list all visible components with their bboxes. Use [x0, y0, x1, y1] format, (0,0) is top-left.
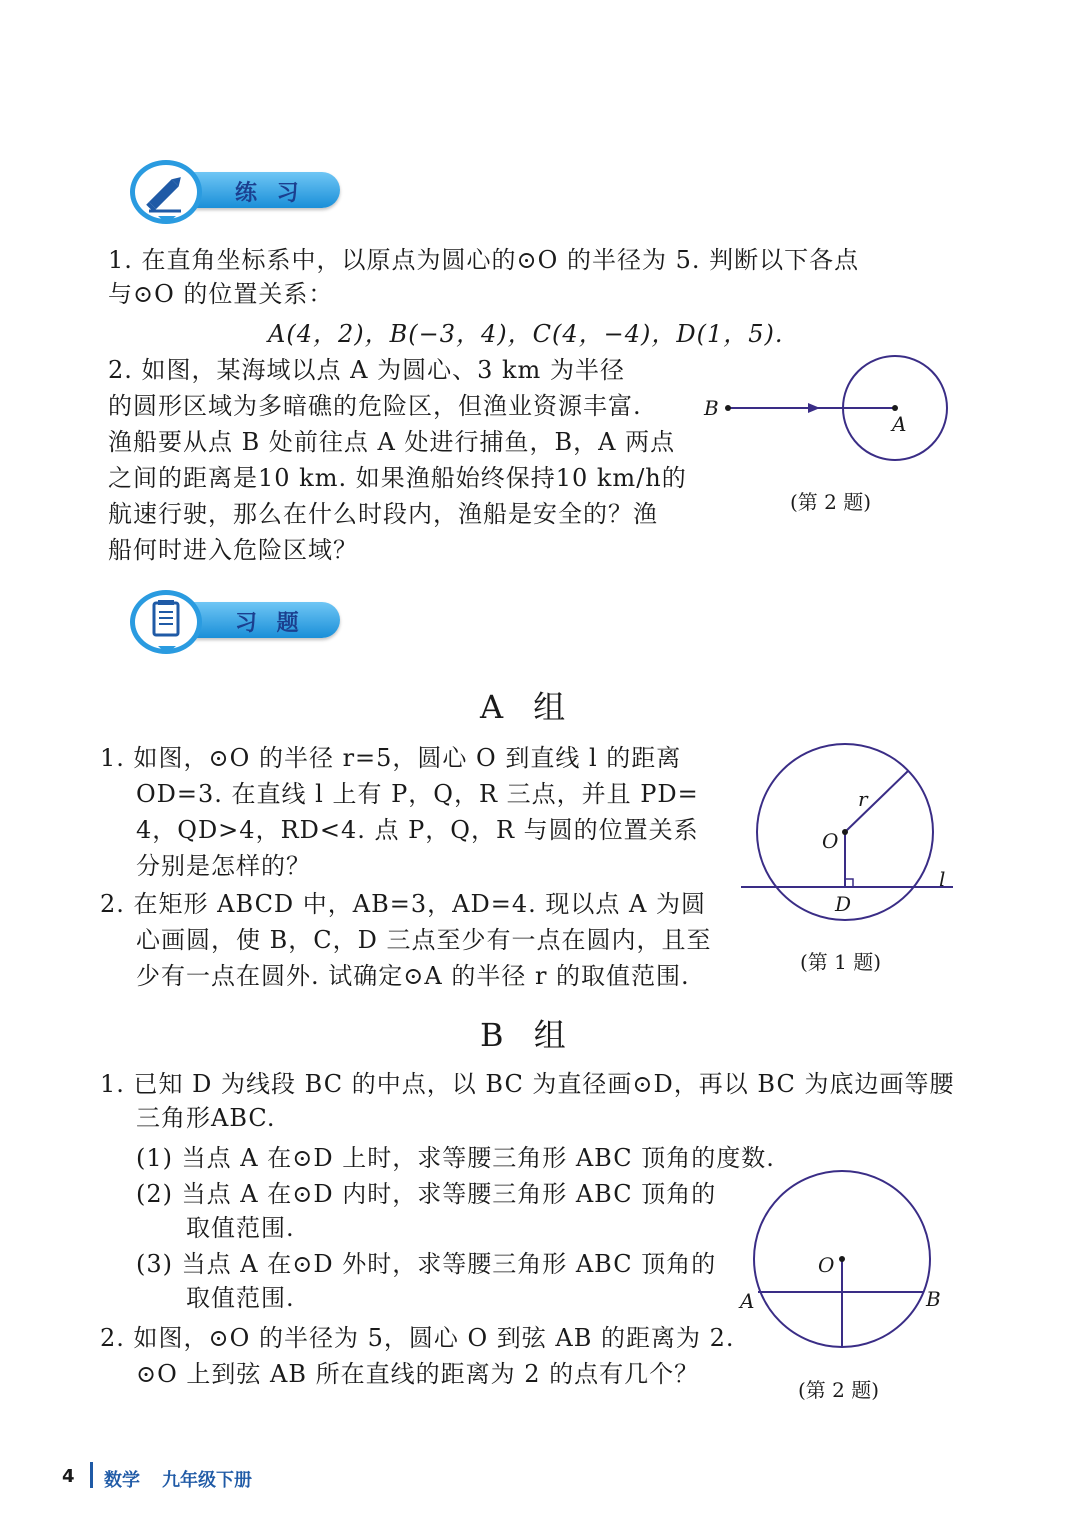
right-angle-mark	[845, 879, 853, 887]
a-q2-line-0: 2. 在矩形 ABCD 中，AB=3，AD=4. 现以点 A 为圆	[100, 890, 706, 918]
label-o-b: O	[818, 1253, 835, 1277]
exercises-banner	[100, 590, 360, 646]
point-a	[892, 405, 898, 411]
practice-q2-line-0: 2. 如图，某海域以点 A 为圆心、3 km 为半径	[108, 356, 625, 384]
a-q1-line-1: OD=3. 在直线 l 上有 P，Q，R 三点，并且 PD=	[136, 780, 699, 808]
group-a-title: A 组	[480, 688, 576, 726]
footer-divider	[90, 1462, 93, 1488]
footer-grade: 九年级下册	[162, 1470, 252, 1491]
b-q2-line-1: ⊙O 上到弦 AB 所在直线的距离为 2 的点有几个？	[136, 1360, 700, 1388]
exercises-banner-label: 习 题	[235, 611, 305, 636]
b-q1-sub1: (1) 当点 A 在⊙D 上时，求等腰三角形 ABC 顶角的度数.	[136, 1144, 775, 1172]
practice-figure-caption: (第 2 题)	[790, 490, 872, 514]
center-o-b	[839, 1256, 845, 1262]
label-r: r	[858, 787, 868, 811]
b-q1-line-1: 三角形ABC.	[136, 1104, 276, 1132]
footer-subject: 数学	[104, 1470, 140, 1491]
exercises-banner-arrow	[158, 646, 176, 654]
notepad-icon	[130, 590, 202, 654]
label-l: l	[939, 867, 946, 891]
b-q1-sub3-line-0: (3) 当点 A 在⊙D 外时，求等腰三角形 ABC 顶角的	[136, 1250, 717, 1278]
label-o: O	[822, 829, 839, 853]
practice-banner-arrow	[158, 216, 176, 224]
label-d: D	[835, 892, 852, 916]
center-o	[842, 829, 848, 835]
label-b: B	[704, 396, 719, 420]
group-b-title: B 组	[480, 1016, 576, 1054]
practice-q2-line-3: 之间的距离是10 km. 如果渔船始终保持10 km/h的	[108, 464, 687, 492]
b-q1-sub2-line-0: (2) 当点 A 在⊙D 内时，求等腰三角形 ABC 顶角的	[136, 1180, 717, 1208]
practice-q1-line2: 与⊙O 的位置关系：	[108, 280, 334, 308]
label-a-b: A	[740, 1289, 755, 1313]
label-a: A	[892, 412, 907, 436]
practice-q2-line-5: 船何时进入危险区域？	[108, 536, 358, 564]
b-q1-line-0: 1. 已知 D 为线段 BC 的中点，以 BC 为直径画⊙D，再以 BC 为底边画等腰	[100, 1070, 955, 1098]
a-q1-figure-caption: (第 1 题)	[800, 950, 882, 974]
radius-r	[845, 771, 908, 832]
a-q2-line-1: 心画圆，使 B，C，D 三点至少有一点在圆内，且至	[136, 926, 712, 954]
pencil-icon	[130, 160, 202, 224]
practice-q2-line-1: 的圆形区域为多暗礁的危险区，但渔业资源丰富.	[108, 392, 642, 420]
practice-banner	[100, 160, 360, 216]
a-q2-line-2: 少有一点在圆外. 试确定⊙A 的半径 r 的取值范围.	[136, 962, 690, 990]
route-arrow-icon	[808, 403, 820, 413]
a-q1-line-3: 分别是怎样的？	[136, 852, 311, 880]
page-number: 4	[62, 1466, 75, 1487]
a-q1-line-0: 1. 如图，⊙O 的半径 r=5，圆心 O 到直线 l 的距离	[100, 744, 682, 772]
practice-q1-points: A(4，2)，B(−3，4)，C(4，−4)，D(1，5).	[268, 320, 784, 348]
practice-q1-line1: 1. 在直角坐标系中，以原点为圆心的⊙O 的半径为 5. 判断以下各点	[108, 246, 860, 274]
b-q2-figure	[734, 1168, 954, 1353]
practice-q2-line-2: 渔船要从点 B 处前往点 A 处进行捕鱼，B，A 两点	[108, 428, 676, 456]
b-q2-line-0: 2. 如图，⊙O 的半径为 5，圆心 O 到弦 AB 的距离为 2.	[100, 1324, 735, 1352]
label-b-b: B	[926, 1287, 941, 1311]
a-q1-line-2: 4，QD>4，RD<4. 点 P，Q，R 与圆的位置关系	[136, 816, 699, 844]
point-b	[725, 405, 731, 411]
b-q1-sub3-line-1: 取值范围.	[186, 1284, 295, 1312]
b-q1-sub2-line-1: 取值范围.	[186, 1214, 295, 1242]
practice-q2-line-4: 航速行驶，那么在什么时段内，渔船是安全的？渔	[108, 500, 658, 528]
b-q2-figure-caption: (第 2 题)	[798, 1378, 880, 1402]
a-q1-figure	[738, 738, 960, 928]
practice-banner-label: 练 习	[235, 181, 305, 206]
practice-figure	[690, 355, 970, 465]
